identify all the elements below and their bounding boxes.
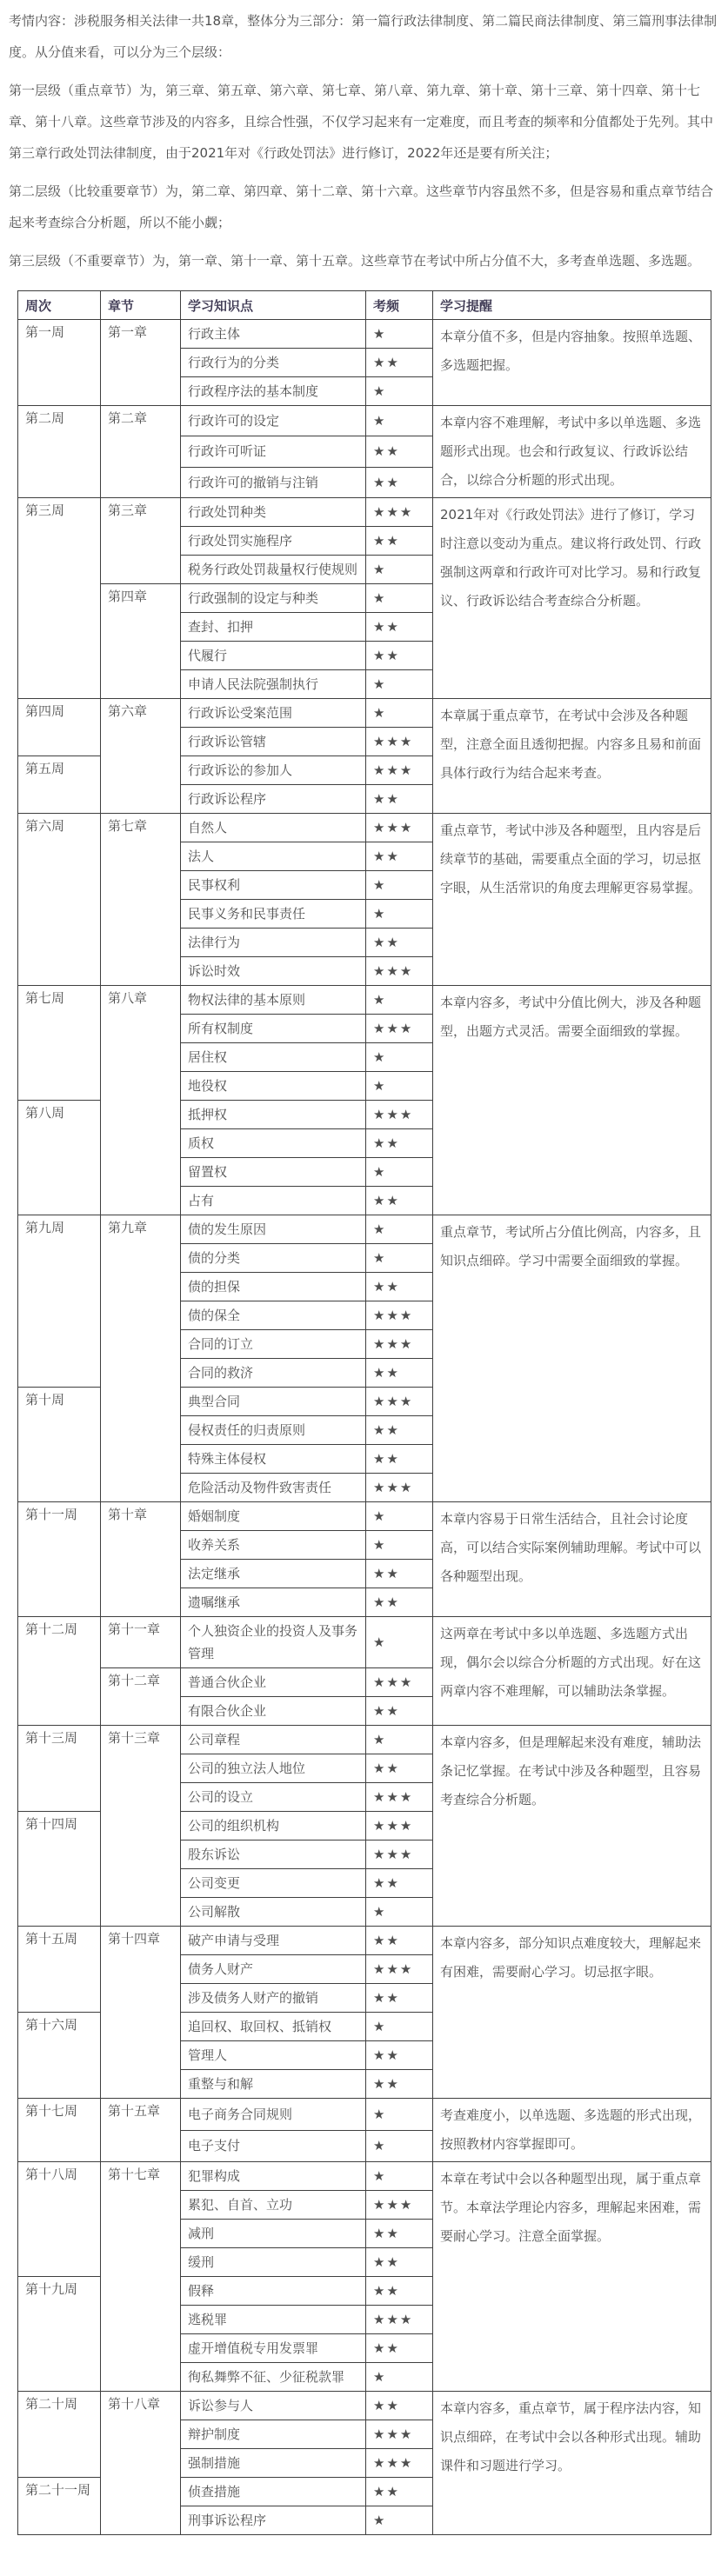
topic-cell: 电子支付 — [181, 2130, 366, 2162]
intro-paragraph: 第三层级（不重要章节）为，第一章、第十一章、第十五章。这些章节在考试中所占分值不大，多考查单选题、多选题。 — [9, 253, 701, 269]
reminder-cell: 本章内容多，重点章节，属于程序法内容，知识点细碎，在考试中会以各种形式出现。辅助课件和习题进行学习。 — [433, 2392, 711, 2535]
topic-cell: 行政诉讼管辖 — [181, 728, 366, 756]
column-header-week: 周次 — [18, 291, 101, 320]
reminder-cell: 本章内容不难理解，考试中多以单选题、多选题形式出现。也会和行政复议、行政诉讼结合，以综合分析题的形式出现。 — [433, 406, 711, 498]
exam-frequency-stars: ★★ — [366, 842, 433, 871]
exam-frequency-stars: ★ — [366, 1726, 433, 1754]
chapter-cell: 第三章 — [101, 498, 181, 584]
table-row — [18, 699, 711, 728]
topic-cell: 债的保全 — [181, 1301, 366, 1330]
exam-frequency-stars: ★ — [366, 900, 433, 929]
exam-frequency-stars: ★ — [366, 2363, 433, 2392]
exam-frequency-stars: ★ — [366, 556, 433, 584]
chapter-cell: 第十五章 — [101, 2099, 181, 2162]
topic-cell: 收养关系 — [181, 1531, 366, 1560]
exam-frequency-stars: ★ — [366, 1158, 433, 1187]
exam-frequency-stars: ★ — [366, 1898, 433, 1927]
exam-frequency-stars: ★★ — [366, 2478, 433, 2506]
week-cell: 第六周 — [18, 814, 101, 986]
exam-frequency-stars: ★★ — [366, 436, 433, 467]
exam-frequency-stars: ★★ — [366, 1129, 433, 1158]
topic-cell: 代履行 — [181, 642, 366, 670]
topic-cell: 缓刑 — [181, 2248, 366, 2277]
chapter-cell: 第一章 — [101, 320, 181, 406]
exam-frequency-stars: ★★★ — [366, 1474, 433, 1502]
topic-cell: 居住权 — [181, 1043, 366, 1072]
topic-cell: 辩护制度 — [181, 2420, 366, 2449]
topic-cell: 婚姻制度 — [181, 1502, 366, 1531]
topic-cell: 诉讼时效 — [181, 957, 366, 986]
table-header-row — [18, 291, 711, 320]
exam-frequency-stars: ★★ — [366, 2041, 433, 2070]
exam-frequency-stars: ★★★ — [366, 1388, 433, 1416]
exam-frequency-stars: ★★★ — [366, 2420, 433, 2449]
topic-cell: 公司变更 — [181, 1869, 366, 1898]
chapter-cell: 第八章 — [101, 986, 181, 1215]
reminder-cell: 重点章节，考试中涉及各种题型，且内容是后续章节的基础，需要重点全面的学习，切忌抠字眼，从生活常识的角度去理解更容易掌握。 — [433, 814, 711, 986]
topic-cell: 累犯、自首、立功 — [181, 2191, 366, 2220]
week-cell: 第三周 — [18, 498, 101, 699]
topic-cell: 所有权制度 — [181, 1015, 366, 1043]
reminder-cell: 这两章在考试中多以单选题、多选题方式出现，偶尔会以综合分析题的方式出现。好在这两章内容不难理解，可以辅助法条掌握。 — [433, 1617, 711, 1726]
table-row — [18, 1927, 711, 1955]
topic-cell: 管理人 — [181, 2041, 366, 2070]
week-cell: 第五周 — [18, 756, 101, 814]
intro-paragraph: 第一层级（重点章节）为，第三章、第五章、第六章、第七章、第八章、第九章、第十章、第十三章、第十四章、第十七章、第十八章。这些章节涉及的内容多，且综合性强，不仅学习起来有一定难度，而且考查的频率和分值都处于先列。其中第三章行政处罚法律制度，由于2021年对《行政处罚法》进行修订，2022年还是要有所关注； — [9, 83, 714, 161]
reminder-cell: 重点章节，考试所占分值比例高，内容多，且知识点细碎。学习中需要全面细致的掌握。 — [433, 1215, 711, 1502]
topic-cell: 逃税罪 — [181, 2306, 366, 2334]
exam-frequency-stars: ★ — [366, 871, 433, 900]
exam-frequency-stars: ★ — [366, 377, 433, 406]
topic-cell: 行政处罚种类 — [181, 498, 366, 527]
exam-frequency-stars: ★★ — [366, 1927, 433, 1955]
reminder-cell: 本章内容多，部分知识点难度较大，理解起来有困难，需要耐心学习。切忌抠字眼。 — [433, 1927, 711, 2099]
week-cell: 第二十周 — [18, 2392, 101, 2478]
exam-frequency-stars: ★ — [366, 2099, 433, 2131]
topic-cell: 股东诉讼 — [181, 1840, 366, 1869]
topic-cell: 电子商务合同规则 — [181, 2099, 366, 2131]
topic-cell: 行政诉讼受案范围 — [181, 699, 366, 728]
topic-cell: 侵权责任的归责原则 — [181, 1416, 366, 1445]
exam-frequency-stars: ★★ — [366, 527, 433, 556]
exam-frequency-stars: ★★★ — [366, 814, 433, 842]
topic-cell: 个人独资企业的投资人及事务管理 — [181, 1617, 366, 1668]
topic-cell: 行政处罚实施程序 — [181, 527, 366, 556]
exam-frequency-stars: ★★★ — [366, 1101, 433, 1129]
exam-frequency-stars: ★★★ — [366, 1955, 433, 1984]
reminder-cell: 本章内容多，但是理解起来没有难度，辅助法条记忆掌握。在考试中涉及各种题型，且容易考查综合分析题。 — [433, 1726, 711, 1927]
exam-frequency-stars: ★★★ — [366, 1301, 433, 1330]
topic-cell: 行政程序法的基本制度 — [181, 377, 366, 406]
topic-cell: 公司章程 — [181, 1726, 366, 1754]
exam-frequency-stars: ★ — [366, 2130, 433, 2162]
topic-cell: 债的发生原因 — [181, 1215, 366, 1244]
chapter-cell: 第十八章 — [101, 2392, 181, 2535]
exam-frequency-stars: ★ — [366, 584, 433, 613]
chapter-cell: 第二章 — [101, 406, 181, 498]
topic-cell: 虚开增值税专用发票罪 — [181, 2334, 366, 2363]
exam-frequency-stars: ★★ — [366, 1416, 433, 1445]
topic-cell: 民事权利 — [181, 871, 366, 900]
topic-cell: 法律行为 — [181, 929, 366, 957]
topic-cell: 法人 — [181, 842, 366, 871]
week-cell: 第十三周 — [18, 1726, 101, 1812]
topic-cell: 遗嘱继承 — [181, 1588, 366, 1617]
topic-cell: 行政许可的设定 — [181, 406, 366, 436]
exam-frequency-stars: ★★★ — [366, 728, 433, 756]
chapter-cell: 第十二章 — [101, 1668, 181, 1726]
exam-frequency-stars: ★★★ — [366, 1015, 433, 1043]
chapter-cell: 第十四章 — [101, 1927, 181, 2099]
exam-frequency-stars: ★ — [366, 1531, 433, 1560]
exam-frequency-stars: ★★★ — [366, 1812, 433, 1840]
table-row — [18, 814, 711, 842]
table-row — [18, 2392, 711, 2420]
chapter-cell: 第九章 — [101, 1215, 181, 1502]
topic-cell: 重整与和解 — [181, 2070, 366, 2099]
table-row — [18, 1215, 711, 1244]
week-cell: 第十一周 — [18, 1502, 101, 1617]
topic-cell: 徇私舞弊不征、少征税款罪 — [181, 2363, 366, 2392]
topic-cell: 犯罪构成 — [181, 2162, 366, 2191]
intro-paragraph: 第二层级（比较重要章节）为，第二章、第四章、第十二章、第十六章。这些章节内容虽然不多，但是容易和重点章节结合起来考查综合分析题，所以不能小觑； — [9, 183, 714, 230]
topic-cell: 涉及债务人财产的撤销 — [181, 1984, 366, 2013]
exam-frequency-stars: ★ — [366, 1244, 433, 1273]
week-cell: 第二周 — [18, 406, 101, 498]
exam-overview-text — [0, 0, 728, 290]
exam-frequency-stars: ★★ — [366, 2277, 433, 2306]
column-header-chapter: 章节 — [101, 291, 181, 320]
topic-cell: 抵押权 — [181, 1101, 366, 1129]
topic-cell: 减刑 — [181, 2220, 366, 2248]
topic-cell: 侦查措施 — [181, 2478, 366, 2506]
topic-cell: 行政强制的设定与种类 — [181, 584, 366, 613]
exam-frequency-stars: ★ — [366, 2506, 433, 2535]
reminder-cell: 本章内容多，考试中分值比例大，涉及各种题型，出题方式灵活。需要全面细致的掌握。 — [433, 986, 711, 1215]
exam-frequency-stars: ★★ — [366, 1445, 433, 1474]
topic-cell: 行政许可的撤销与注销 — [181, 467, 366, 497]
chapter-cell: 第十章 — [101, 1502, 181, 1617]
topic-cell: 典型合同 — [181, 1388, 366, 1416]
topic-cell: 税务行政处罚裁量权行使规则 — [181, 556, 366, 584]
week-cell: 第十四周 — [18, 1812, 101, 1927]
topic-cell: 刑事诉讼程序 — [181, 2506, 366, 2535]
topic-cell: 假释 — [181, 2277, 366, 2306]
topic-cell: 法定继承 — [181, 1560, 366, 1588]
topic-cell: 破产申请与受理 — [181, 1927, 366, 1955]
exam-frequency-stars: ★★ — [366, 1560, 433, 1588]
topic-cell: 危险活动及物件致害责任 — [181, 1474, 366, 1502]
topic-cell: 有限合伙企业 — [181, 1697, 366, 1726]
topic-cell: 公司的组织机构 — [181, 1812, 366, 1840]
table-row — [18, 320, 711, 349]
exam-frequency-stars: ★★★ — [366, 756, 433, 785]
topic-cell: 质权 — [181, 1129, 366, 1158]
column-header-topic: 学习知识点 — [181, 291, 366, 320]
exam-frequency-stars: ★ — [366, 1072, 433, 1101]
topic-cell: 公司的设立 — [181, 1783, 366, 1812]
exam-frequency-stars: ★★ — [366, 1273, 433, 1301]
exam-frequency-stars: ★★ — [366, 2392, 433, 2420]
week-cell: 第七周 — [18, 986, 101, 1101]
exam-frequency-stars: ★★ — [366, 785, 433, 814]
topic-cell: 追回权、取回权、抵销权 — [181, 2013, 366, 2041]
exam-frequency-stars: ★★★ — [366, 498, 433, 527]
topic-cell: 债的担保 — [181, 1273, 366, 1301]
topic-cell: 留置权 — [181, 1158, 366, 1187]
topic-cell: 公司的独立法人地位 — [181, 1754, 366, 1783]
exam-frequency-stars: ★★ — [366, 1187, 433, 1215]
exam-frequency-stars: ★★★ — [366, 2191, 433, 2220]
topic-cell: 行政行为的分类 — [181, 349, 366, 377]
exam-frequency-stars: ★★ — [366, 642, 433, 670]
exam-frequency-stars: ★ — [366, 1617, 433, 1668]
exam-frequency-stars: ★★ — [366, 1984, 433, 2013]
week-cell: 第十周 — [18, 1388, 101, 1502]
exam-frequency-stars: ★★ — [366, 1359, 433, 1388]
exam-frequency-stars: ★★ — [366, 349, 433, 377]
week-cell: 第十六周 — [18, 2013, 101, 2099]
exam-frequency-stars: ★ — [366, 1502, 433, 1531]
exam-frequency-stars: ★★★ — [366, 1668, 433, 1697]
week-cell: 第二十一周 — [18, 2478, 101, 2535]
intro-paragraph: 考情内容：涉税服务相关法律一共18章，整体分为三部分：第一篇行政法律制度、第二篇民商法律制度、第三篇刑事法律制度。从分值来看，可以分为三个层级： — [9, 13, 718, 60]
table-row — [18, 1502, 711, 1531]
study-schedule-table — [17, 290, 711, 2535]
exam-frequency-stars: ★★ — [366, 2248, 433, 2277]
chapter-cell: 第七章 — [101, 814, 181, 986]
week-cell: 第四周 — [18, 699, 101, 756]
topic-cell: 行政诉讼的参加人 — [181, 756, 366, 785]
exam-frequency-stars: ★ — [366, 2162, 433, 2191]
week-cell: 第十八周 — [18, 2162, 101, 2277]
topic-cell: 债务人财产 — [181, 1955, 366, 1984]
week-cell: 第八周 — [18, 1101, 101, 1215]
exam-frequency-stars: ★ — [366, 699, 433, 728]
reminder-cell: 考查难度小，以单选题、多选题的形式出现，按照教材内容掌握即可。 — [433, 2099, 711, 2162]
week-cell: 第十二周 — [18, 1617, 101, 1726]
topic-cell: 行政许可听证 — [181, 436, 366, 467]
topic-cell: 行政诉讼程序 — [181, 785, 366, 814]
week-cell: 第九周 — [18, 1215, 101, 1388]
table-row — [18, 1726, 711, 1754]
exam-frequency-stars: ★★★ — [366, 1840, 433, 1869]
exam-frequency-stars: ★★ — [366, 1869, 433, 1898]
exam-frequency-stars: ★ — [366, 1215, 433, 1244]
topic-cell: 占有 — [181, 1187, 366, 1215]
topic-cell: 民事义务和民事责任 — [181, 900, 366, 929]
exam-frequency-stars: ★★ — [366, 613, 433, 642]
topic-cell: 地役权 — [181, 1072, 366, 1101]
table-row — [18, 1617, 711, 1668]
topic-cell: 普通合伙企业 — [181, 1668, 366, 1697]
chapter-cell: 第六章 — [101, 699, 181, 814]
exam-frequency-stars: ★ — [366, 406, 433, 436]
exam-frequency-stars: ★ — [366, 1043, 433, 1072]
reminder-cell: 本章分值不多，但是内容抽象。按照单选题、多选题把握。 — [433, 320, 711, 406]
topic-cell: 诉讼参与人 — [181, 2392, 366, 2420]
exam-frequency-stars: ★★ — [366, 2070, 433, 2099]
exam-frequency-stars: ★★ — [366, 2220, 433, 2248]
topic-cell: 自然人 — [181, 814, 366, 842]
reminder-cell: 本章在考试中会以各种题型出现，属于重点章节。本章法学理论内容多，理解起来困难，需要耐心学习。注意全面掌握。 — [433, 2162, 711, 2392]
exam-frequency-stars: ★ — [366, 986, 433, 1015]
table-row — [18, 2099, 711, 2131]
topic-cell: 物权法律的基本原则 — [181, 986, 366, 1015]
week-cell: 第一周 — [18, 320, 101, 406]
reminder-cell: 2021年对《行政处罚法》进行了修订，学习时注意以变动为重点。建议将行政处罚、行政强制这两章和行政许可对比学习。易和行政复议、行政诉讼结合考查综合分析题。 — [433, 498, 711, 699]
topic-cell: 申请人民法院强制执行 — [181, 670, 366, 699]
topic-cell: 查封、扣押 — [181, 613, 366, 642]
week-cell: 第十七周 — [18, 2099, 101, 2162]
table-row — [18, 986, 711, 1015]
exam-frequency-stars: ★★★ — [366, 1783, 433, 1812]
exam-frequency-stars: ★★ — [366, 1588, 433, 1617]
topic-cell: 债的分类 — [181, 1244, 366, 1273]
exam-frequency-stars: ★★ — [366, 467, 433, 497]
week-cell: 第十九周 — [18, 2277, 101, 2392]
exam-frequency-stars: ★★★ — [366, 957, 433, 986]
exam-frequency-stars: ★ — [366, 2013, 433, 2041]
topic-cell: 公司解散 — [181, 1898, 366, 1927]
chapter-cell: 第四章 — [101, 584, 181, 699]
week-cell: 第十五周 — [18, 1927, 101, 2013]
column-header-reminder: 学习提醒 — [433, 291, 711, 320]
reminder-cell: 本章内容易于日常生活结合，且社会讨论度高，可以结合实际案例辅助理解。考试中可以各种题型出现。 — [433, 1502, 711, 1617]
exam-frequency-stars: ★ — [366, 670, 433, 699]
chapter-cell: 第十三章 — [101, 1726, 181, 1927]
exam-frequency-stars: ★★ — [366, 1754, 433, 1783]
topic-cell: 特殊主体侵权 — [181, 1445, 366, 1474]
exam-frequency-stars: ★★★ — [366, 2449, 433, 2478]
chapter-cell: 第十一章 — [101, 1617, 181, 1668]
table-row — [18, 406, 711, 436]
exam-frequency-stars: ★ — [366, 320, 433, 349]
table-row — [18, 498, 711, 527]
topic-cell: 强制措施 — [181, 2449, 366, 2478]
exam-frequency-stars: ★★★ — [366, 2306, 433, 2334]
exam-frequency-stars: ★★ — [366, 1697, 433, 1726]
topic-cell: 合同的订立 — [181, 1330, 366, 1359]
topic-cell: 行政主体 — [181, 320, 366, 349]
table-row — [18, 2162, 711, 2191]
exam-frequency-stars: ★★ — [366, 929, 433, 957]
chapter-cell: 第十七章 — [101, 2162, 181, 2392]
column-header-frequency: 考频 — [366, 291, 433, 320]
topic-cell: 合同的救济 — [181, 1359, 366, 1388]
exam-frequency-stars: ★★★ — [366, 1330, 433, 1359]
reminder-cell: 本章属于重点章节，在考试中会涉及各种题型，注意全面且透彻把握。内容多且易和前面具体行政行为结合起来考查。 — [433, 699, 711, 814]
exam-frequency-stars: ★★ — [366, 2334, 433, 2363]
